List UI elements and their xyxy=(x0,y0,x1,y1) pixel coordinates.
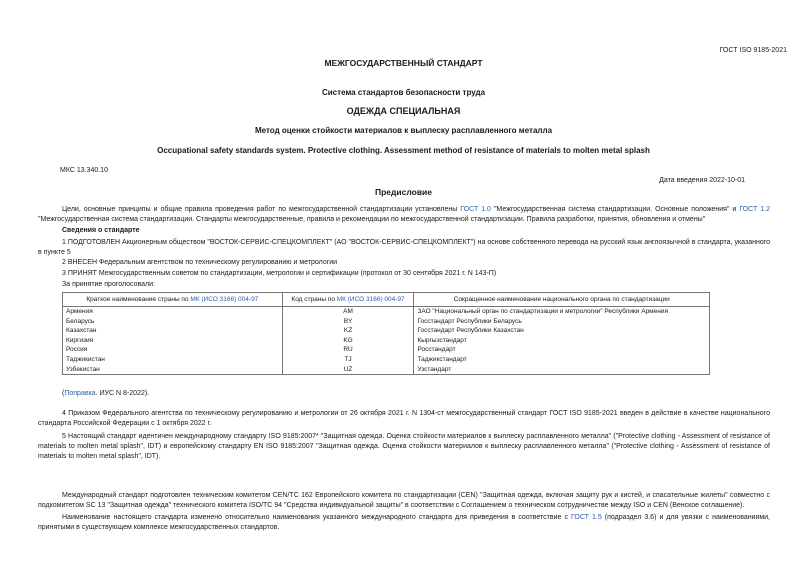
org-cell: Узстандарт xyxy=(414,365,710,375)
national-body-header: Сокращенное наименование национального органа по стандартизации xyxy=(414,293,710,307)
table-row xyxy=(63,355,710,365)
gost-1-2-link[interactable]: ГОСТ 1.2 xyxy=(739,206,771,213)
introduction-date: Дата введения 2022-10-01 xyxy=(659,177,745,184)
gost-1-0-link[interactable]: ГОСТ 1.0 xyxy=(460,206,491,213)
code-cell: BY xyxy=(282,317,414,327)
interstate-standard-heading: МЕЖГОСУДАРСТВЕННЫЙ СТАНДАРТ xyxy=(324,58,483,68)
mk-iso-3166-link[interactable]: МК (ИСО 3166) 004-97 xyxy=(190,296,259,303)
preface-paragraph: Цели, основные принципы и общие правила проведения работ по межгосударственной стандартизации установлены ГОСТ 1.0 "Межгосударственная система стандартизации. Основные положения" и ГОСТ 1.2 "Межгосударственная система стандартизации. Стандарты межгосударственные, правила и рекомендации по межгосударственной стандартизации. Правила разработки, принятия, обновления и отмены" xyxy=(38,206,771,223)
table-row xyxy=(63,307,710,317)
code-cell: KZ xyxy=(282,326,414,336)
country-cell: Армения xyxy=(63,307,283,317)
preface-title: Предисловие xyxy=(374,187,433,197)
footer-paragraph-2: Наименование настоящего стандарта изменено относительно наименования указанного международного стандарта для приведения в соответствие с ГОСТ 1.5 (подраздел 3.6) и для увязки с наименованиями, принятыми в существующем комплексе межгосударственных стандартов. xyxy=(38,514,770,531)
mks-code: МКС 13.340.10 xyxy=(60,167,108,174)
voting-countries-table xyxy=(62,292,710,375)
country-cell: Россия xyxy=(63,345,283,355)
amendment-note: (Поправка. ИУС N 8-2022). xyxy=(62,390,150,397)
amendment-link[interactable]: Поправка xyxy=(64,390,96,397)
country-cell: Узбекистан xyxy=(63,365,283,375)
table-row xyxy=(63,317,710,327)
footer-paragraph-1: Международный стандарт подготовлен техническим комитетом CEN/TC 162 Европейского комитета по стандартизации (CEN) "Защитная одежда, включая защиту рук и кистей, и спасательные жилеты" совместно с подкомитетом SC 13 "Защитная одежда" технического комитета ISO/TC 94 "Средства индивидуальной защиты" в соответствии с Соглашением о техническом сотрудничестве между ISO и CEN (Венское соглашение). xyxy=(38,492,770,509)
org-cell: Кыргызстандарт xyxy=(414,336,710,346)
item-4-order: 4 Приказом Федерального агентства по техническому регулированию и метрологии от 26 октября 2021 г. N 1304-ст межгосударственный стандарт ГОСТ ISO 9185-2021 введен в действие в качестве национального стандарта Российской Федерации с 1 октября 2022 г. xyxy=(38,410,770,427)
code-cell: RU xyxy=(282,345,414,355)
document-subtitle: Метод оценки стойкости материалов к выплеску расплавленного металла xyxy=(254,126,553,135)
org-cell: Госстандарт Республики Беларусь xyxy=(414,317,710,327)
country-cell: Киргизия xyxy=(63,336,283,346)
table-row xyxy=(63,336,710,346)
standard-info-title: Сведения о стандарте xyxy=(62,227,140,234)
standards-system-heading: Система стандартов безопасности труда xyxy=(321,88,486,97)
item-2-submitted: 2 ВНЕСЕН Федеральным агентством по техническому регулированию и метрологии xyxy=(62,259,338,266)
code-cell: AM xyxy=(282,307,414,317)
org-cell: Таджикстандарт xyxy=(414,355,710,365)
code-cell: UZ xyxy=(282,365,414,375)
country-cell: Таджикистан xyxy=(63,355,283,365)
country-cell: Казахстан xyxy=(63,326,283,336)
org-cell: Росстандарт xyxy=(414,345,710,355)
document-code: ГОСТ ISO 9185-2021 xyxy=(719,47,787,54)
item-5-identical: 5 Настоящий стандарт идентичен международному стандарту ISO 9185:2007* "Защитная одежда. Оценка стойкости материалов к выплеску расплавленного металла" ("Protective clothing - Assessment of resistance of materials to molten metal splash", IDT) и европейскому стандарту EN ISO 9185:2007 "Защитная одежда. Оценка стойкости материалов к выплеску расплавленного металла" ("Protective clothing - Assessment of resistance of materials to molten metal splash", IDT). xyxy=(38,433,770,460)
table-row xyxy=(63,345,710,355)
country-cell: Беларусь xyxy=(63,317,283,327)
mk-iso-3166-code-link[interactable]: МК (ИСО 3166) 004-97 xyxy=(336,296,405,303)
org-cell: Госстандарт Республики Казахстан xyxy=(414,326,710,336)
country-code-header: Код страны по МК (ИСО 3166) 004-97 xyxy=(282,293,414,307)
code-cell: TJ xyxy=(282,355,414,365)
english-title: Occupational safety standards system. Protective clothing. Assessment method of resistance of materials to molten metal splash xyxy=(157,146,650,155)
country-name-header: Краткое наименование страны по МК (ИСО 3166) 004-97 xyxy=(63,293,283,307)
item-1-prepared: 1 ПОДГОТОВЛЕН Акционерным обществом "ВОСТОК-СЕРВИС-СПЕЦКОМПЛЕКТ" (АО "ВОСТОК-СЕРВИС-СПЕЦКОМПЛЕКТ") на основе собственного перевода на русский язык англоязычной в стандарта, указанного в пункте 5 xyxy=(38,239,770,256)
document-title: ОДЕЖДА СПЕЦИАЛЬНАЯ xyxy=(346,106,461,116)
table-row xyxy=(63,326,710,336)
voted-for-label: За принятие проголосовали: xyxy=(62,281,155,288)
gost-1-5-link[interactable]: ГОСТ 1.5 xyxy=(571,514,602,521)
table-row xyxy=(63,365,710,375)
org-cell: ЗАО "Национальный орган по стандартизации и метрологии" Республики Армения xyxy=(414,307,710,317)
code-cell: KG xyxy=(282,336,414,346)
item-3-adopted: 3 ПРИНЯТ Межгосударственным советом по стандартизации, метрологии и сертификации (протокол от 30 сентября 2021 г. N 143-П) xyxy=(62,270,497,277)
table-header-row xyxy=(63,293,710,307)
